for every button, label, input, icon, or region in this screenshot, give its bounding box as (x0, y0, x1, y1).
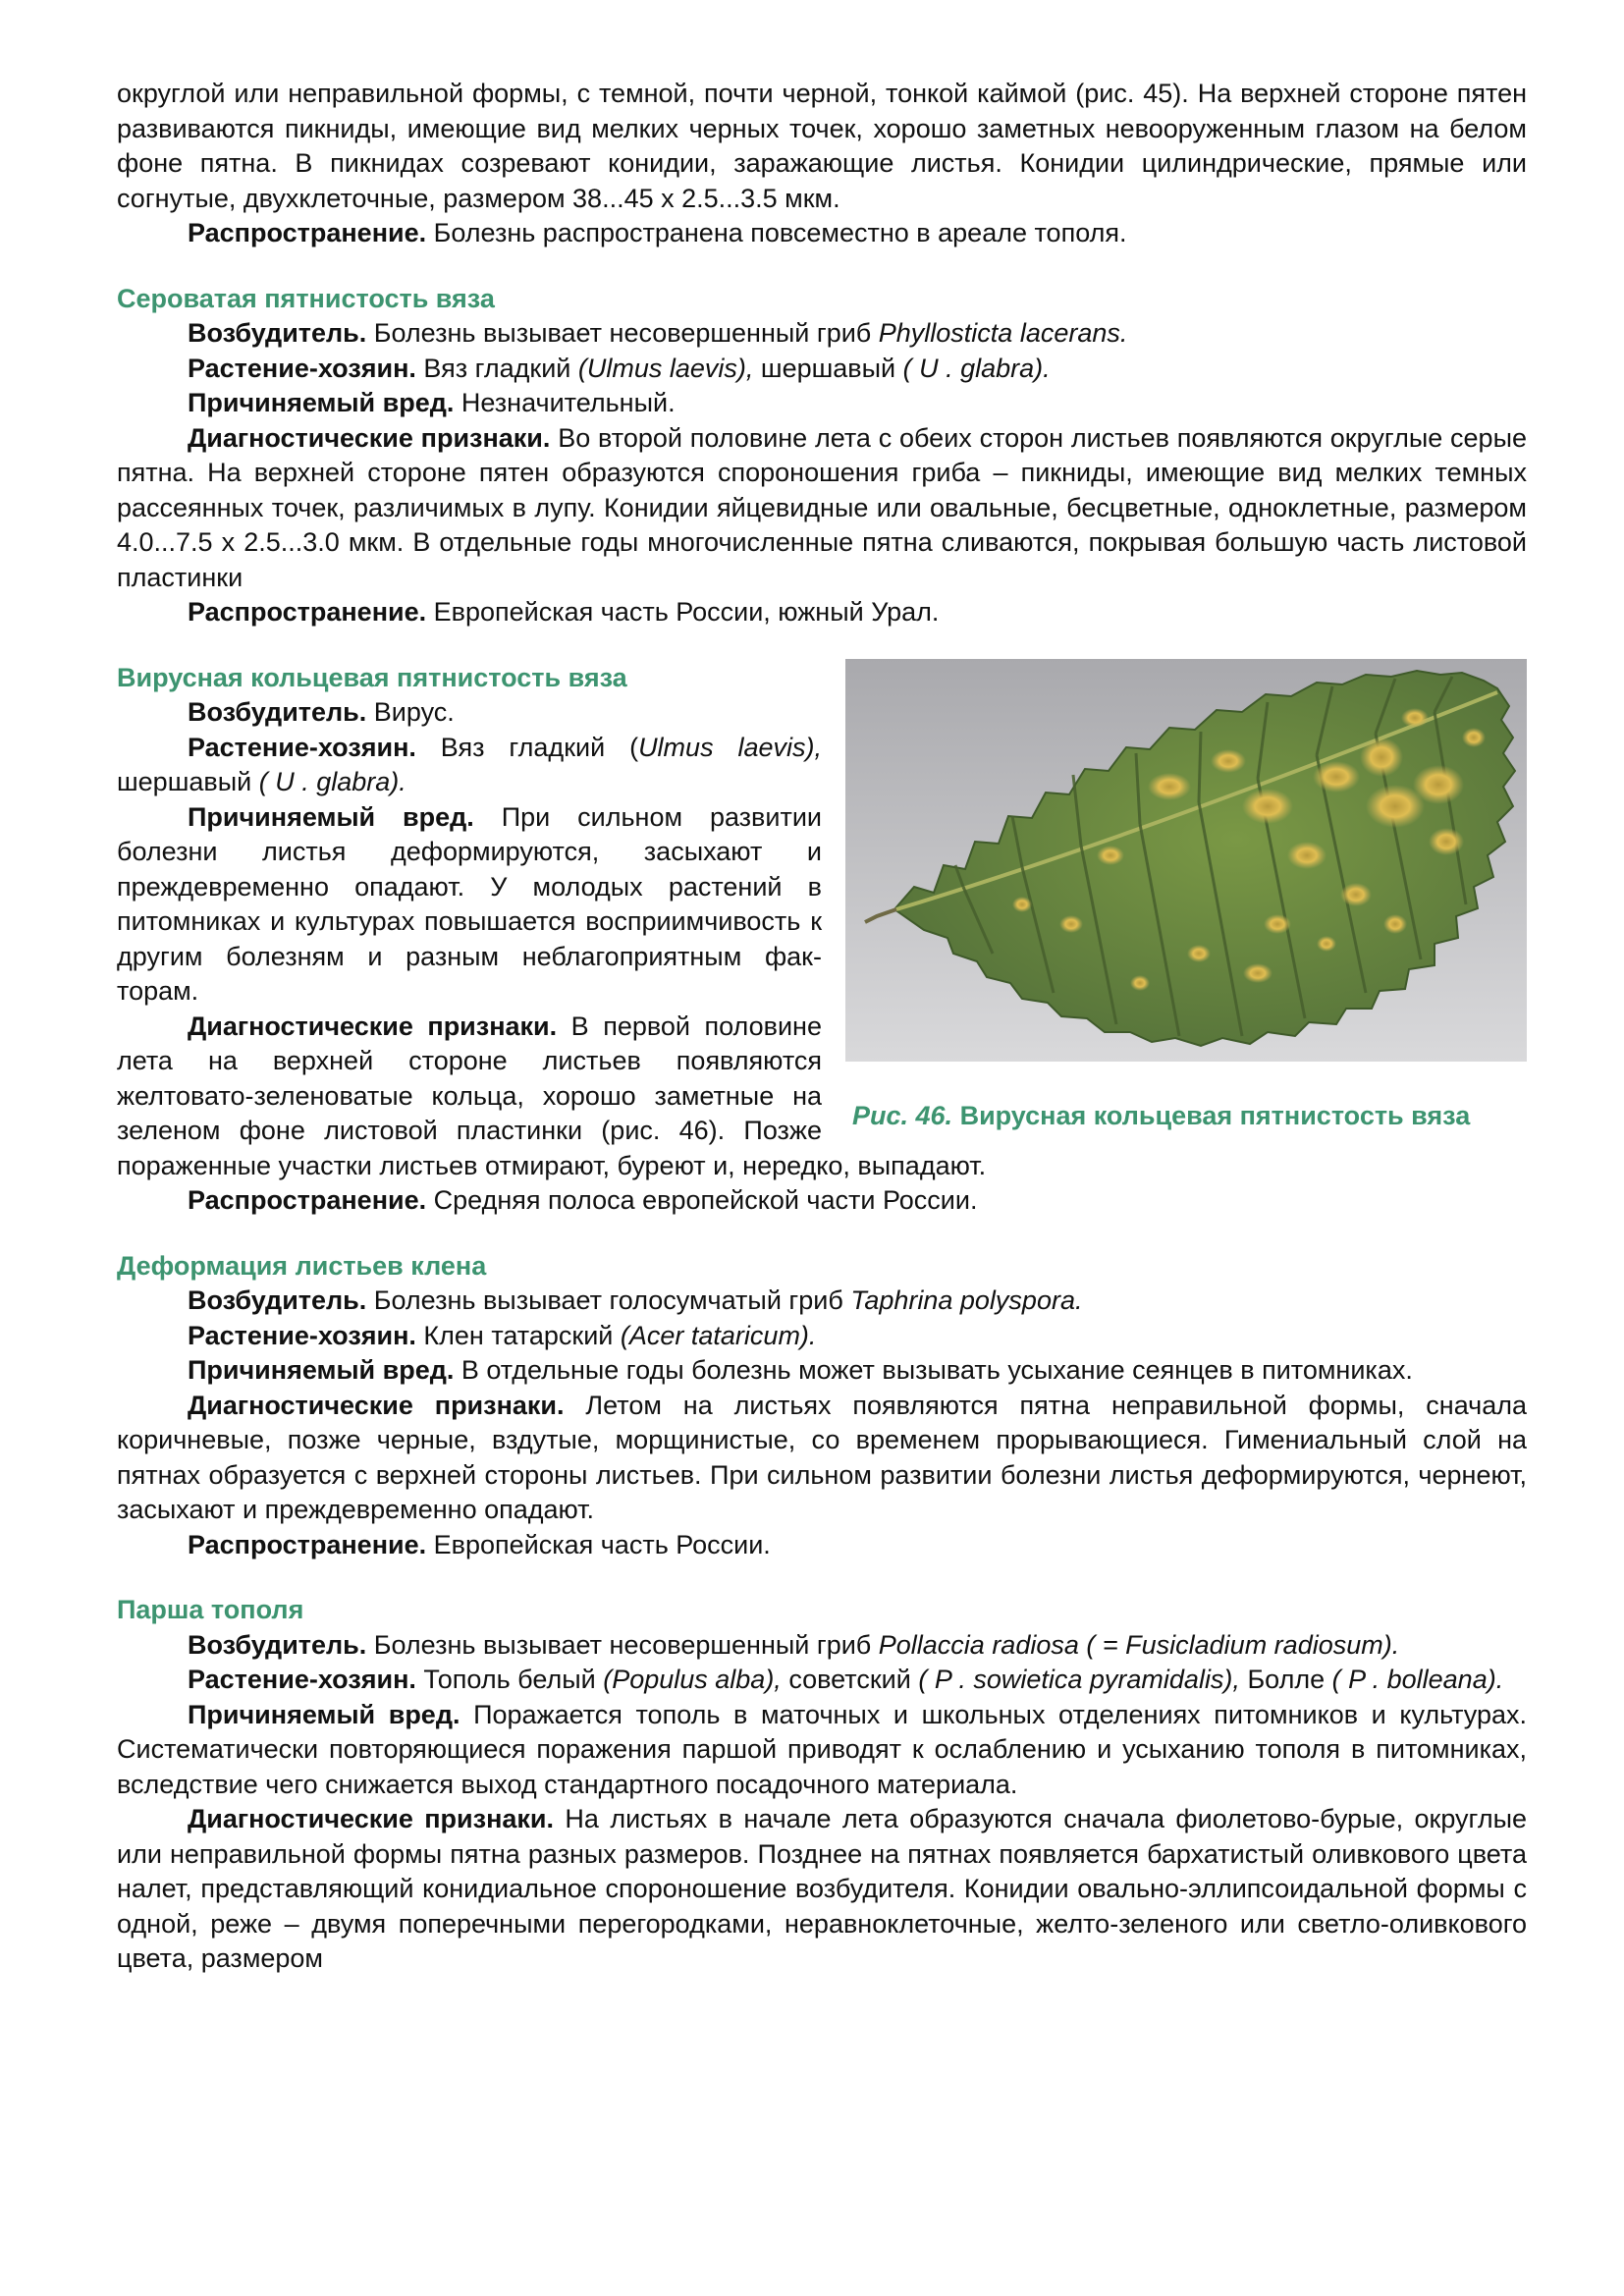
s1-host (117, 352, 1527, 387)
diag-label: Диагностические признаки. (188, 1804, 555, 1833)
spread-text: Европейская часть России. (426, 1529, 771, 1559)
spread-label: Распространение. (188, 1529, 427, 1559)
figure-46 (845, 659, 1527, 1134)
caption-number: Рис. 46. (852, 1100, 953, 1130)
spread-label: Распространение. (188, 597, 427, 627)
agent-label: Возбудитель. (188, 1629, 367, 1660)
host-species: ( U . glabra). (902, 353, 1051, 383)
host-text: Тополь белый (415, 1665, 604, 1694)
diag-label: Диагностические признаки. (188, 422, 551, 453)
host-text: советский (781, 1665, 919, 1694)
agent-species: Taphrina polyspora. (850, 1285, 1083, 1315)
agent-text: Вирус. (366, 697, 455, 727)
agent-species: Pollaccia radiosa ( = Fusicladium radiosum). (878, 1629, 1400, 1660)
s1-agent (117, 316, 1527, 352)
diag-text: На листьях в начале лета образуются сначала фиолетово-бурые, округлые или неправильной формы пятна разных размеров. Позднее на пятнах появляется бархатистый оливкового цвета налет, представляющий конидиальное спороношение возбудителя. Конидии овально-эллипсоидальной формы с одной, реже – двумя поперечными перегородками, неравноклеточные, желто-зеленого или светло-оливкового цвета, размером (117, 1804, 1527, 1973)
host-text: шершавый (117, 767, 259, 796)
host-species: (Populus alba), (603, 1665, 782, 1694)
harm-label: Причиняемый вред. (188, 1355, 455, 1385)
spread-text: Болезнь распространена повсеместно в ареале тополя. (426, 218, 1127, 247)
spread-text: Средняя полоса европейской части России. (426, 1185, 978, 1215)
host-species: Ulmus laevis), (638, 732, 822, 762)
spread-label: Распространение. (188, 218, 427, 247)
s4-host (117, 1663, 1527, 1698)
figure-caption (849, 1099, 1527, 1134)
host-species: (Acer tataricum). (620, 1320, 817, 1350)
s3-agent (117, 1284, 1527, 1319)
host-label: Растение-хозяин. (188, 1320, 416, 1350)
harm-text: В отдельные годы болезнь может вызывать усыхание сеянцев в питомниках. (454, 1355, 1413, 1385)
host-text: Клен татарский (415, 1320, 621, 1350)
harm-text: Незначительный. (454, 388, 676, 417)
page-content (117, 77, 1527, 1977)
diag-text: Летом на листьях появляются пятна неправильной формы, сначала коричневые, позже черные, вздутые, морщинистые, со временем прорывающиеся. Гимениальный слой на пятнах образуется с верхней стороны листьев. При сильном развитии болезни листья деформируются, чернеют, засыхают и преждевременно опадают. (117, 1390, 1527, 1524)
harm-label: Причиняемый вред. (188, 388, 455, 417)
host-text: шершавый (753, 353, 903, 383)
spread-label: Распространение. (188, 1185, 427, 1215)
intro-paragraph: округлой или неправильной формы, с темной, почти черной, тонкой каймой (рис. 45). На верхней стороне пятен развиваются пикниды, имеющие вид мелких черных точек, хорошо заметных невооруженным глазом на белом фоне пятна. В пикнидах созревают конидии, заражающие листья. Конидии цилиндрические, прямые или согнутые, двухклеточные, размером 38...45 x 2.5...3.5 мкм. (117, 79, 1527, 213)
s2-spread (117, 1183, 1527, 1219)
host-species: (Ulmus laevis), (577, 353, 754, 383)
agent-text: Болезнь вызывает голосумчатый гриб (366, 1285, 851, 1315)
intro-spread-paragraph (117, 216, 1527, 251)
caption-text: Вирусная кольцевая пятнистость вяза (959, 1100, 1471, 1130)
harm-text: Поражается тополь в маточных и школьных отделениях питомников и культурах. Систематически повторяющиеся поражения паршой приводят к ослаблению и усыханию тополя в питомниках, вследствие чего снижается выход стандартного посадочного материала. (117, 1699, 1527, 1799)
host-species: ( P . bolleana). (1331, 1665, 1504, 1694)
section-title-text: Вирусная кольцевая пятнистость вяза (117, 662, 627, 692)
agent-label: Возбудитель. (188, 697, 367, 727)
s3-diagnostics (117, 1389, 1527, 1528)
harm-label: Причиняемый вред. (188, 801, 474, 832)
s1-diagnostics (117, 421, 1527, 596)
host-label: Растение-хозяин. (188, 353, 416, 383)
host-text: Вяз гладкий ( (415, 732, 639, 762)
s3-host (117, 1319, 1527, 1354)
host-label: Растение-хозяин. (188, 732, 416, 762)
host-species: ( P . sowietica pyramidalis), (918, 1665, 1240, 1694)
spread-text: Европейская часть России, южный Урал. (426, 597, 940, 627)
s4-harm (117, 1698, 1527, 1803)
s4-diagnostics (117, 1802, 1527, 1977)
s3-spread (117, 1528, 1527, 1563)
agent-species: Phyllosticta lacerans. (878, 318, 1128, 348)
s3-harm (117, 1353, 1527, 1389)
s1-spread (117, 595, 1527, 630)
agent-label: Возбудитель. (188, 1285, 367, 1315)
s4-agent (117, 1628, 1527, 1664)
diag-text: В первой половине лета на верхней стороне листьев появляются желтовато-зеленоватые кольца, хорошо заметные на зеленом фоне листовой пластинки (рис. 46). Позже пораженные участки листьев отмирают, буреют и, нередко, выпадают. (117, 1011, 987, 1180)
host-text: Вяз гладкий (415, 353, 578, 383)
harm-text: При сильном развитии болезни листья деформируются, засыхают и преждевременно опадают. У молодых растений в питомниках и культурах повышается восприимчивость к другим болезням и разным неблагоприятным фак-торам. (117, 801, 823, 1006)
host-species: ( U . glabra). (258, 767, 406, 796)
agent-label: Возбудитель. (188, 318, 367, 348)
host-label: Растение-хозяин. (188, 1665, 416, 1694)
diag-label: Диагностические признаки. (188, 1390, 565, 1420)
agent-text: Болезнь вызывает несовершенный гриб (366, 318, 879, 348)
host-text: Болле (1239, 1665, 1332, 1694)
section-title-gray-spot-elm: Сероватая пятнистость вяза (117, 283, 495, 313)
diag-text: Во второй половине лета с обеих сторон листьев появляются округлые серые пятна. На верхней стороне пятен образуются спороношения гриба – пикниды, имеющие вид мелких темных рассеянных точек, различимых в лупу. Конидии яйцевидные или овальные, бесцветные, одноклетные, размером 4.0...7.5 x 2.5...3.0 мкм. В отдельные годы многочисленные пятна сливаются, покрывая большую часть листовой пластинки (117, 422, 1527, 592)
harm-label: Причиняемый вред. (188, 1699, 460, 1729)
section-title-maple-leaf-curl: Деформация листьев клена (117, 1250, 487, 1281)
s1-harm (117, 386, 1527, 421)
diag-label: Диагностические признаки. (188, 1011, 558, 1041)
agent-text: Болезнь вызывает несовершенный гриб (366, 1629, 879, 1660)
section-title-poplar-scab: Парша тополя (117, 1595, 304, 1624)
elm-leaf-photo (845, 659, 1527, 1062)
